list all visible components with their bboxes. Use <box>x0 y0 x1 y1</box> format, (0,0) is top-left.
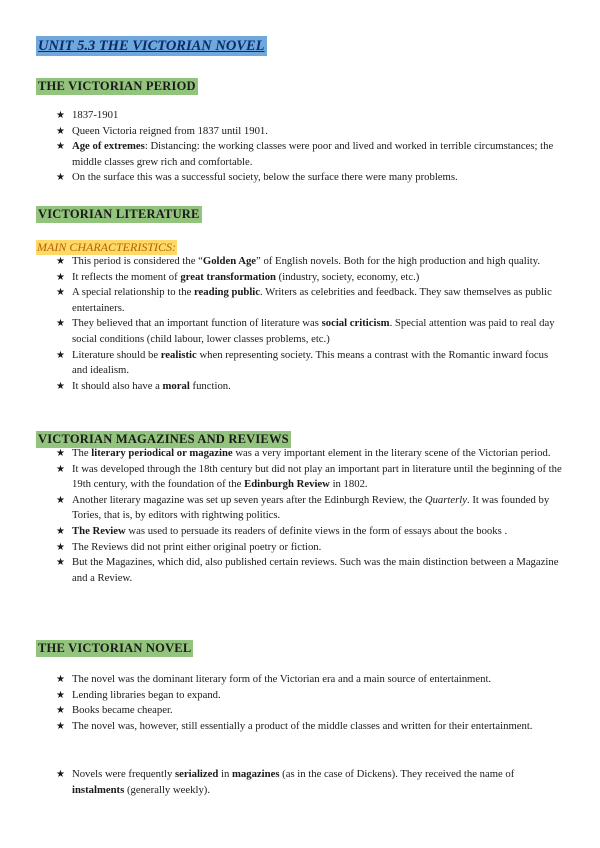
star-bullet-icon: ★ <box>56 125 65 137</box>
star-bullet-icon: ★ <box>56 318 65 330</box>
list-item: ★ Queen Victoria reigned from 1837 until 1901. <box>56 124 566 140</box>
star-bullet-icon: ★ <box>56 380 65 392</box>
novel-list <box>36 672 566 734</box>
novel-list-2 <box>36 767 566 798</box>
literature-list <box>36 254 566 394</box>
star-bullet-icon: ★ <box>56 172 65 184</box>
star-bullet-icon: ★ <box>56 557 65 569</box>
star-bullet-icon: ★ <box>56 463 65 475</box>
star-bullet-icon: ★ <box>56 110 65 121</box>
star-bullet-icon: ★ <box>56 525 65 537</box>
list-item: ★ It should also have a moral function. <box>56 379 566 395</box>
star-bullet-icon: ★ <box>56 349 65 361</box>
list-item: ★ 1837-1901 <box>56 108 566 124</box>
star-bullet-icon: ★ <box>56 769 65 780</box>
list-item: ★ This period is considered the “Golden Age” of English novels. Both for the high production and high quality. <box>56 254 566 270</box>
section-heading-literature: VICTORIAN LITERATURE <box>38 207 200 221</box>
list-item: ★ A special relationship to the reading public. Writers as celebrities and feedback. They saw themselves as public entertainers. <box>56 286 552 314</box>
star-bullet-icon: ★ <box>56 689 65 701</box>
star-bullet-icon: ★ <box>56 541 65 553</box>
list-item: ★ Another literary magazine was set up seven years after the Edinburgh Review, the Quarterly. It was founded by Tories, that is, by editors with rightwing politics. <box>56 493 550 522</box>
star-bullet-icon: ★ <box>56 287 65 299</box>
section-heading-novel: THE VICTORIAN NOVEL <box>38 641 192 655</box>
list-item: ★ They believed that an important function of literature was social criticism. Special attention was paid to real day social conditions (child labour, lower classes problems, etc.) <box>56 317 555 345</box>
list-item: ★ It reflects the moment of great transformation (industry, society, economy, etc.) <box>56 270 566 286</box>
subheading-main-characteristics: MAIN CHARACTERISTICS: <box>37 240 176 254</box>
period-list <box>36 108 566 186</box>
list-item: ★ But the Magazines, which did, also published certain reviews. Such was the main distinction between a Magazine and a Review. <box>56 556 559 584</box>
list-item: ★ Novels were frequently serialized in magazines (as in the case of Dickens). They received the name of instalments (generally weekly). <box>56 768 515 796</box>
star-bullet-icon: ★ <box>56 705 65 717</box>
list-item: ★ The Review was used to persuade its readers of definite views in the form of essays about the books . <box>56 524 566 540</box>
star-bullet-icon: ★ <box>56 720 65 732</box>
star-bullet-icon: ★ <box>56 674 65 685</box>
page-title: UNIT 5.3 THE VICTORIAN NOVEL <box>38 38 265 54</box>
list-item: ★ The novel was the dominant literary form of the Victorian era and a main source of entertainment. <box>56 672 566 688</box>
section-heading-magazines: VICTORIAN MAGAZINES AND REVIEWS <box>38 432 289 446</box>
star-bullet-icon: ★ <box>56 256 65 267</box>
list-item: ★ The literary periodical or magazine was a very important element in the literary scene of the Victorian period. <box>56 446 566 462</box>
list-item: ★ Age of extremes: Distancing: the working classes were poor and lived and worked in terrible circumstances; the middle classes grew rich and comfortable. <box>56 140 554 168</box>
list-item: ★ Literature should be realistic when representing society. This means a contrast with the Romantic inward focus and idealism. <box>56 348 549 377</box>
list-item: ★ Lending libraries began to expand. <box>56 688 566 704</box>
list-item: ★ The Reviews did not print either original poetry or fiction. <box>56 540 566 556</box>
list-item: ★ It was developed through the 18th century but did not play an important part in literature until the beginning of the 19th century, with the foundation of the Edinburgh Review in 1802. <box>56 462 562 491</box>
magazines-list <box>36 446 566 586</box>
star-bullet-icon: ★ <box>56 494 65 506</box>
star-bullet-icon: ★ <box>56 448 65 459</box>
list-item: ★ The novel was, however, still essentially a product of the middle classes and written for their entertainment. <box>56 719 566 735</box>
list-item: ★ On the surface this was a successful society, below the surface there were many problems. <box>56 170 566 186</box>
section-heading-period: THE VICTORIAN PERIOD <box>38 79 196 93</box>
star-bullet-icon: ★ <box>56 271 65 283</box>
star-bullet-icon: ★ <box>56 141 65 153</box>
list-item: ★ Books became cheaper. <box>56 703 566 719</box>
